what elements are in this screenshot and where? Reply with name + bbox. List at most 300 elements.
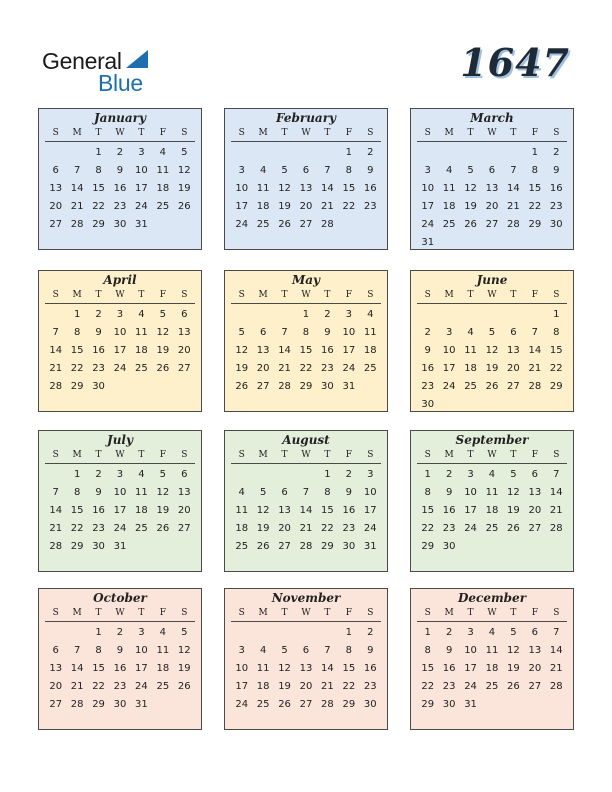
- day-cell: 21: [70, 681, 84, 692]
- day-cell: 2: [95, 469, 102, 480]
- day-cell: 28: [70, 699, 84, 710]
- day-cell: 18: [485, 663, 499, 674]
- day-cell: 30: [92, 381, 105, 392]
- day-cell: 18: [156, 663, 170, 674]
- day-cell: 5: [281, 645, 288, 656]
- day-cell: 11: [442, 183, 456, 194]
- day-cell: 18: [442, 201, 456, 212]
- day-cell: 8: [73, 327, 81, 338]
- day-cell: 30: [342, 541, 356, 552]
- day-cell: 25: [485, 523, 499, 534]
- empty-cell: [45, 624, 66, 642]
- day-cell: 7: [510, 165, 517, 176]
- day-cell: 1: [345, 627, 353, 638]
- day-cell: 6: [531, 469, 539, 480]
- day-cell: 21: [278, 363, 291, 374]
- day-cell: 23: [92, 363, 105, 374]
- day-cell: 8: [95, 165, 102, 176]
- day-cell: 4: [259, 645, 267, 656]
- day-cell: 28: [70, 219, 84, 230]
- weekday-header: S: [52, 128, 59, 138]
- day-cell: 11: [135, 327, 148, 338]
- day-cell: 2: [445, 469, 453, 480]
- weekday-header: M: [258, 450, 268, 460]
- day-cell: 6: [510, 327, 517, 338]
- day-cell: 12: [507, 645, 520, 656]
- day-cell: 22: [321, 523, 334, 534]
- weekday-header: W: [115, 290, 125, 300]
- weekday-header: T: [324, 608, 331, 618]
- day-cell: 17: [342, 345, 356, 356]
- day-cell: 31: [113, 541, 127, 552]
- weekday-header: W: [115, 608, 125, 618]
- day-cell: 22: [299, 363, 313, 374]
- day-cell: 31: [135, 219, 148, 230]
- day-grid: [231, 624, 381, 714]
- day-cell: 7: [324, 645, 331, 656]
- day-cell: 26: [177, 681, 191, 692]
- day-cell: 16: [92, 505, 105, 516]
- day-cell: 9: [345, 487, 353, 498]
- weekday-header-row: [231, 606, 381, 622]
- weekday-header: T: [467, 128, 474, 138]
- day-cell: 1: [553, 309, 560, 320]
- weekday-header: S: [181, 608, 188, 618]
- day-cell: 23: [113, 681, 127, 692]
- day-cell: 1: [95, 147, 102, 158]
- day-cell: 16: [442, 663, 456, 674]
- day-cell: 16: [549, 183, 563, 194]
- month-july: [38, 430, 202, 572]
- day-cell: 6: [181, 309, 188, 320]
- weekday-header: W: [487, 608, 497, 618]
- empty-cell: [417, 306, 438, 324]
- empty-cell: [231, 466, 252, 484]
- day-cell: 15: [421, 505, 435, 516]
- day-cell: 16: [421, 363, 435, 374]
- day-cell: 26: [156, 523, 170, 534]
- day-cell: 27: [528, 523, 542, 534]
- day-cell: 15: [92, 183, 105, 194]
- day-cell: 29: [549, 381, 563, 392]
- day-cell: 19: [278, 681, 291, 692]
- day-grid: [45, 306, 195, 396]
- day-cell: 7: [281, 327, 288, 338]
- day-cell: 21: [549, 505, 563, 516]
- day-cell: 5: [259, 487, 267, 498]
- weekday-header: W: [301, 128, 311, 138]
- weekday-header: S: [553, 128, 560, 138]
- empty-cell: [295, 144, 316, 162]
- empty-cell: [231, 144, 252, 162]
- day-cell: 5: [181, 627, 188, 638]
- day-cell: 1: [302, 309, 310, 320]
- weekday-header: F: [531, 290, 538, 300]
- weekday-header: F: [159, 290, 166, 300]
- day-cell: 7: [553, 469, 560, 480]
- day-cell: 10: [442, 345, 456, 356]
- day-cell: 11: [485, 487, 499, 498]
- month-january: [38, 108, 202, 250]
- day-cell: 28: [321, 219, 334, 230]
- day-cell: 25: [156, 681, 170, 692]
- weekday-header: S: [181, 128, 188, 138]
- weekday-header: T: [510, 128, 517, 138]
- day-cell: 29: [342, 699, 356, 710]
- day-cell: 3: [424, 165, 431, 176]
- day-cell: 23: [363, 681, 377, 692]
- day-cell: 22: [70, 523, 84, 534]
- weekday-header: T: [467, 290, 474, 300]
- day-cell: 29: [528, 219, 542, 230]
- day-cell: 18: [464, 363, 477, 374]
- weekday-header: M: [72, 290, 82, 300]
- weekday-header: W: [301, 450, 311, 460]
- day-cell: 9: [445, 645, 453, 656]
- weekday-header: S: [181, 290, 188, 300]
- day-cell: 22: [421, 523, 435, 534]
- weekday-header: T: [324, 450, 331, 460]
- day-grid: [45, 466, 195, 556]
- weekday-header: S: [181, 450, 188, 460]
- day-cell: 9: [367, 645, 374, 656]
- month-name: December: [457, 591, 527, 605]
- day-cell: 22: [70, 363, 84, 374]
- day-cell: 20: [528, 663, 542, 674]
- month-december: [410, 588, 574, 730]
- weekday-header: S: [367, 608, 374, 618]
- day-cell: 16: [363, 183, 377, 194]
- day-cell: 16: [442, 505, 456, 516]
- day-cell: 27: [507, 381, 520, 392]
- day-cell: 9: [95, 487, 102, 498]
- day-cell: 15: [92, 663, 105, 674]
- weekday-header: M: [72, 450, 82, 460]
- day-cell: 11: [464, 345, 477, 356]
- day-cell: 14: [70, 183, 84, 194]
- month-october: [38, 588, 202, 730]
- day-cell: 13: [177, 487, 191, 498]
- day-cell: 11: [256, 663, 270, 674]
- day-cell: 30: [113, 219, 127, 230]
- day-cell: 10: [113, 487, 127, 498]
- day-cell: 4: [467, 327, 474, 338]
- logo-text-general: General: [42, 48, 122, 74]
- day-cell: 12: [485, 345, 499, 356]
- day-cell: 27: [177, 523, 191, 534]
- day-cell: 17: [135, 183, 148, 194]
- day-cell: 1: [73, 309, 81, 320]
- day-cell: 13: [528, 487, 542, 498]
- weekday-header: S: [424, 450, 431, 460]
- day-cell: 2: [424, 327, 431, 338]
- month-may: [224, 270, 388, 412]
- day-cell: 7: [73, 165, 81, 176]
- day-grid: [231, 466, 381, 556]
- day-cell: 29: [92, 699, 105, 710]
- weekday-header: T: [138, 128, 145, 138]
- day-cell: 5: [181, 147, 188, 158]
- day-cell: 23: [321, 363, 334, 374]
- day-cell: 20: [256, 363, 270, 374]
- month-name: September: [455, 433, 529, 447]
- weekday-header: F: [159, 128, 166, 138]
- day-cell: 14: [321, 663, 334, 674]
- empty-cell: [438, 306, 459, 324]
- day-cell: 24: [464, 681, 477, 692]
- day-cell: 27: [177, 363, 191, 374]
- day-cell: 13: [299, 183, 313, 194]
- day-cell: 12: [278, 663, 291, 674]
- day-cell: 19: [177, 663, 191, 674]
- day-cell: 4: [138, 309, 145, 320]
- day-cell: 30: [113, 699, 127, 710]
- weekday-header: W: [487, 290, 497, 300]
- weekday-header: F: [531, 608, 538, 618]
- day-cell: 7: [52, 327, 59, 338]
- day-cell: 12: [278, 183, 291, 194]
- day-grid: [231, 306, 381, 396]
- day-cell: 28: [278, 381, 291, 392]
- day-cell: 11: [485, 645, 499, 656]
- day-cell: 15: [421, 663, 435, 674]
- day-cell: 19: [177, 183, 191, 194]
- day-cell: 20: [177, 505, 191, 516]
- day-cell: 21: [507, 201, 520, 212]
- day-cell: 20: [528, 505, 542, 516]
- day-cell: 31: [135, 699, 148, 710]
- month-february: [224, 108, 388, 250]
- day-cell: 25: [363, 363, 377, 374]
- day-cell: 8: [424, 487, 431, 498]
- weekday-header: S: [553, 290, 560, 300]
- day-cell: 18: [256, 201, 270, 212]
- day-cell: 19: [256, 523, 270, 534]
- weekday-header-row: [231, 126, 381, 142]
- day-cell: 6: [302, 165, 310, 176]
- month-name: November: [271, 591, 341, 605]
- weekday-header: T: [95, 290, 102, 300]
- day-cell: 13: [278, 505, 291, 516]
- day-cell: 7: [302, 487, 310, 498]
- empty-cell: [274, 306, 295, 324]
- day-cell: 7: [73, 645, 81, 656]
- day-cell: 17: [113, 505, 127, 516]
- weekday-header: M: [444, 128, 454, 138]
- day-cell: 15: [549, 345, 563, 356]
- day-cell: 7: [553, 627, 560, 638]
- day-cell: 4: [159, 627, 167, 638]
- day-cell: 5: [159, 469, 167, 480]
- day-cell: 10: [235, 183, 249, 194]
- day-cell: 26: [485, 381, 499, 392]
- day-cell: 4: [138, 469, 145, 480]
- day-cell: 4: [445, 165, 453, 176]
- day-cell: 1: [424, 627, 431, 638]
- day-cell: 27: [49, 699, 63, 710]
- day-cell: 10: [135, 645, 148, 656]
- day-cell: 20: [49, 681, 63, 692]
- day-cell: 8: [73, 487, 81, 498]
- day-cell: 28: [321, 699, 334, 710]
- weekday-header: W: [301, 290, 311, 300]
- month-name: July: [107, 433, 133, 447]
- day-cell: 16: [321, 345, 334, 356]
- month-name: January: [94, 111, 146, 125]
- day-cell: 25: [235, 541, 249, 552]
- empty-cell: [317, 624, 338, 642]
- day-cell: 13: [177, 327, 191, 338]
- day-cell: 1: [531, 147, 539, 158]
- day-cell: 12: [507, 487, 520, 498]
- day-cell: 22: [528, 201, 542, 212]
- day-grid: [417, 306, 567, 414]
- weekday-header: T: [281, 450, 288, 460]
- empty-cell: [503, 306, 524, 324]
- day-cell: 25: [442, 219, 456, 230]
- day-cell: 24: [113, 363, 127, 374]
- day-cell: 20: [485, 201, 499, 212]
- empty-cell: [503, 144, 524, 162]
- weekday-header: T: [324, 128, 331, 138]
- weekday-header: S: [238, 450, 245, 460]
- day-cell: 18: [485, 505, 499, 516]
- month-name: April: [103, 273, 137, 287]
- day-cell: 24: [135, 681, 148, 692]
- day-cell: 23: [113, 201, 127, 212]
- logo-text-blue: Blue: [98, 70, 143, 96]
- day-cell: 19: [235, 363, 249, 374]
- weekday-header: F: [345, 290, 352, 300]
- day-cell: 5: [510, 627, 517, 638]
- weekday-header: S: [238, 128, 245, 138]
- day-cell: 22: [342, 681, 356, 692]
- weekday-header: F: [345, 450, 352, 460]
- weekday-header-row: [417, 288, 567, 304]
- empty-cell: [45, 306, 66, 324]
- day-cell: 8: [95, 645, 102, 656]
- empty-cell: [66, 144, 87, 162]
- day-cell: 5: [510, 469, 517, 480]
- day-cell: 18: [363, 345, 377, 356]
- day-cell: 9: [116, 165, 124, 176]
- day-cell: 3: [238, 645, 245, 656]
- weekday-header: S: [367, 450, 374, 460]
- day-cell: 19: [507, 505, 520, 516]
- day-cell: 9: [324, 327, 331, 338]
- day-cell: 13: [507, 345, 520, 356]
- weekday-header: S: [424, 290, 431, 300]
- weekday-header: T: [95, 608, 102, 618]
- day-cell: 13: [485, 183, 499, 194]
- weekday-header: T: [95, 450, 102, 460]
- day-cell: 10: [113, 327, 127, 338]
- day-grid: [417, 144, 567, 252]
- weekday-header: M: [258, 128, 268, 138]
- day-cell: 8: [424, 645, 431, 656]
- day-cell: 3: [367, 469, 374, 480]
- month-june: [410, 270, 574, 412]
- day-cell: 10: [342, 327, 356, 338]
- weekday-header-row: [417, 126, 567, 142]
- day-cell: 28: [49, 541, 63, 552]
- day-cell: 19: [156, 345, 170, 356]
- day-cell: 22: [92, 681, 105, 692]
- day-cell: 27: [256, 381, 270, 392]
- empty-cell: [460, 144, 481, 162]
- day-cell: 1: [95, 627, 102, 638]
- empty-cell: [274, 624, 295, 642]
- day-cell: 6: [181, 469, 188, 480]
- day-cell: 10: [135, 165, 148, 176]
- logo-triangle-icon: [126, 50, 148, 68]
- weekday-header: M: [444, 608, 454, 618]
- day-cell: 4: [488, 469, 496, 480]
- day-cell: 30: [549, 219, 563, 230]
- day-cell: 24: [235, 219, 249, 230]
- day-grid: [45, 144, 195, 234]
- day-cell: 27: [299, 699, 313, 710]
- day-cell: 16: [113, 183, 127, 194]
- day-cell: 6: [52, 645, 59, 656]
- day-cell: 31: [421, 237, 435, 248]
- day-cell: 11: [363, 327, 377, 338]
- day-cell: 3: [467, 469, 474, 480]
- day-cell: 13: [299, 663, 313, 674]
- empty-cell: [274, 144, 295, 162]
- weekday-header: T: [510, 450, 517, 460]
- day-cell: 30: [442, 541, 456, 552]
- day-cell: 7: [324, 165, 331, 176]
- month-august: [224, 430, 388, 572]
- day-cell: 27: [299, 219, 313, 230]
- year-title: 1647: [460, 40, 570, 85]
- day-cell: 5: [488, 327, 496, 338]
- weekday-header: M: [258, 608, 268, 618]
- day-cell: 24: [135, 201, 148, 212]
- day-cell: 10: [363, 487, 377, 498]
- generalblue-logo: [42, 46, 162, 96]
- empty-cell: [231, 624, 252, 642]
- weekday-header: M: [258, 290, 268, 300]
- day-cell: 28: [507, 219, 520, 230]
- day-cell: 29: [299, 381, 313, 392]
- day-cell: 19: [507, 663, 520, 674]
- month-november: [224, 588, 388, 730]
- day-cell: 18: [156, 183, 170, 194]
- weekday-header: S: [424, 128, 431, 138]
- day-cell: 24: [113, 523, 127, 534]
- day-cell: 12: [177, 645, 191, 656]
- weekday-header: M: [72, 128, 82, 138]
- day-cell: 28: [549, 523, 563, 534]
- weekday-header: W: [115, 450, 125, 460]
- day-cell: 27: [528, 681, 542, 692]
- day-cell: 28: [49, 381, 63, 392]
- day-cell: 2: [345, 469, 353, 480]
- day-cell: 17: [363, 505, 377, 516]
- weekday-header: T: [281, 290, 288, 300]
- day-cell: 1: [324, 469, 331, 480]
- day-cell: 13: [49, 183, 63, 194]
- day-cell: 14: [49, 345, 63, 356]
- day-cell: 15: [321, 505, 334, 516]
- day-cell: 15: [342, 183, 356, 194]
- day-cell: 23: [363, 201, 377, 212]
- day-cell: 8: [345, 645, 353, 656]
- day-cell: 11: [156, 645, 170, 656]
- day-cell: 26: [235, 381, 249, 392]
